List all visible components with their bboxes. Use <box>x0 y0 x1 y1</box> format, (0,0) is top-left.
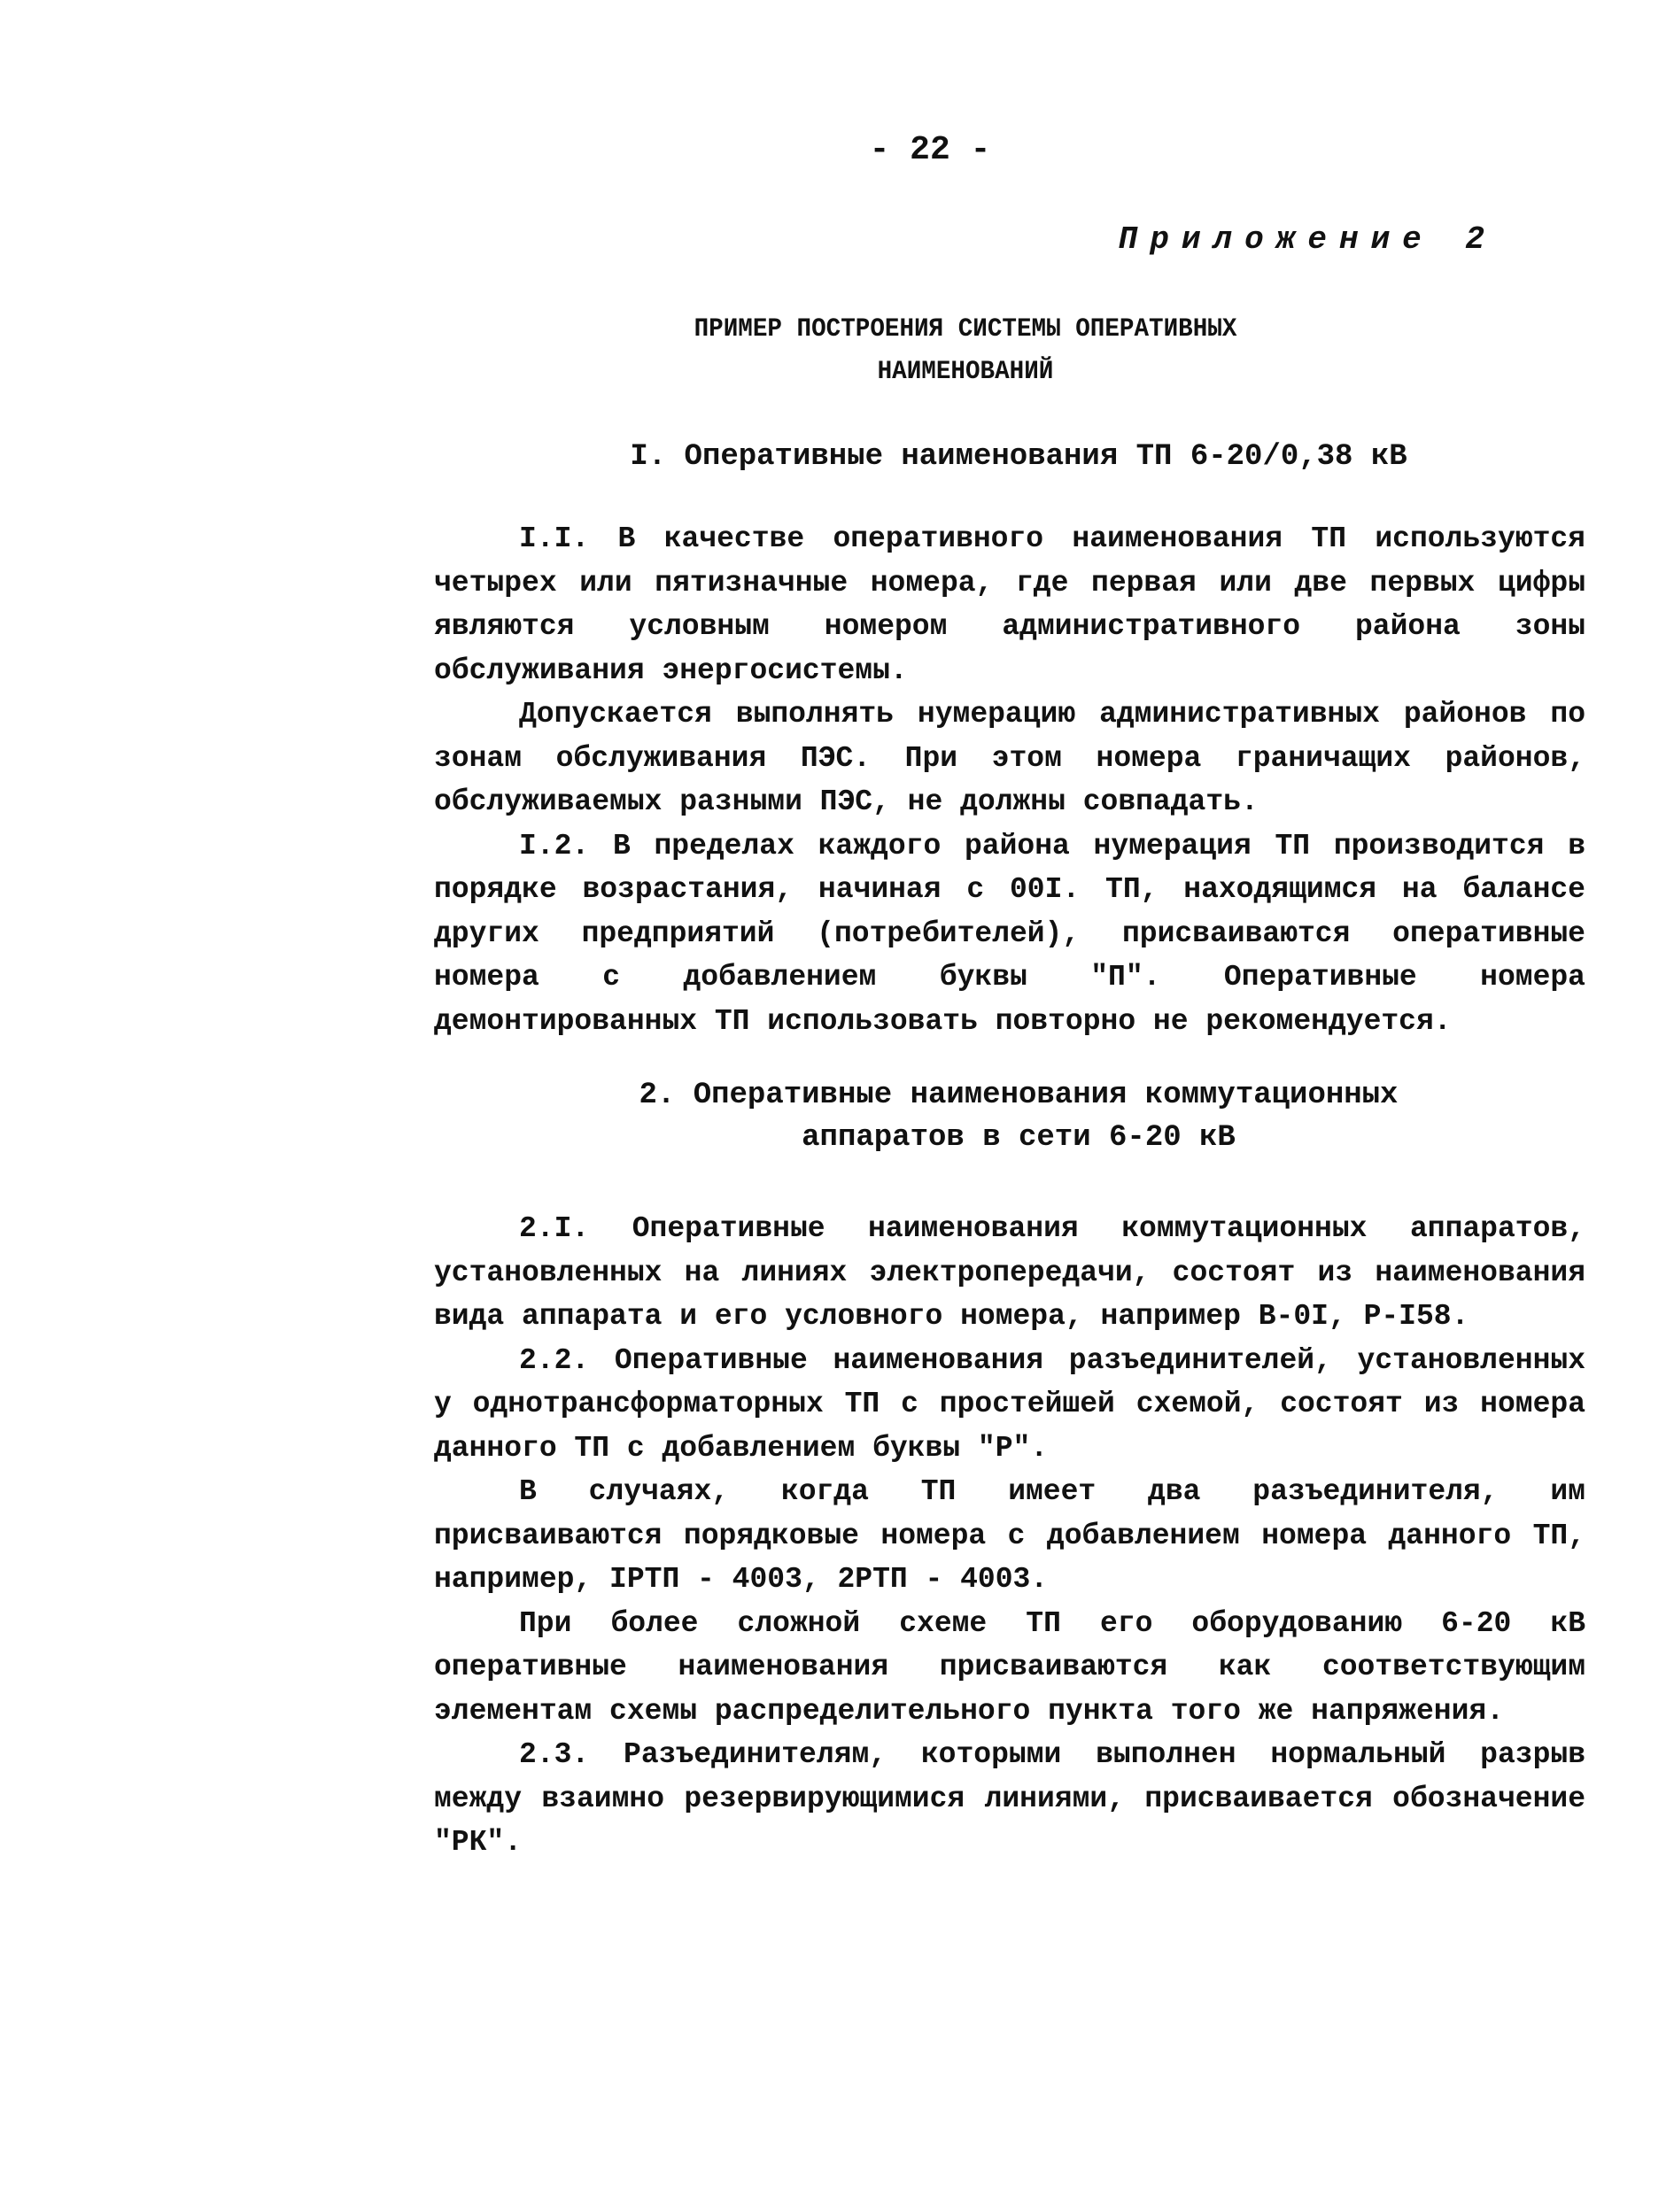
paragraph-2-2: 2.2. Оперативные наименования разъединителей, установленных у однотрансформаторных ТП с простейшей схемой, состоят из номера данного ТП с добавлением буквы "Р". <box>434 1343 1585 1465</box>
section-1-heading: I. Оперативные наименования ТП 6-20/0,38 кВ <box>630 440 1407 474</box>
section-2-heading-line-1: 2. Оперативные наименования коммутационных <box>639 1079 1399 1112</box>
paragraph-1-2: I.2. В пределах каждого района нумерация ТП производится в порядке возрастания, начиная с 00I. ТП, находящимся на балансе других предприятий (потребителей), присваиваются оперативные номера с добавлением буквы "П". Оперативные номера демонтированных ТП использовать повторно не рекомендуется. <box>434 829 1585 1038</box>
section-2-heading-line-2: аппаратов в сети 6-20 кВ <box>802 1121 1236 1155</box>
paragraph-1-1: I.I. В качестве оперативного наименования ТП используются четырех или пятизначные номера, где первая или две первых цифры являются условным номером административного района зоны обслуживания энергосистемы. <box>434 522 1585 687</box>
paragraph-2-3: 2.3. Разъединителям, которыми выполнен нормальный разрыв между взаимно резервирующимися линиями, присваивается обозначение "РК". <box>434 1738 1585 1859</box>
section-2-body <box>434 1207 1585 1865</box>
appendix-label: Приложение 2 <box>1118 221 1497 258</box>
document-title <box>639 308 1291 393</box>
section-1-body <box>434 517 1585 1043</box>
document-title-line-1: ПРИМЕР ПОСТРОЕНИЯ СИСТЕМЫ ОПЕРАТИВНЫХ <box>694 314 1237 344</box>
section-2-heading <box>496 1074 1541 1159</box>
page-number: - 22 - <box>869 131 991 169</box>
document-title-line-2: НАИМЕНОВАНИЙ <box>877 357 1054 387</box>
paragraph-2-2-note: В случаях, когда ТП имеет два разъединителя, им присваиваются порядковые номера с добавлением номера данного ТП, например, IРТП - 4003, 2РТП - 4003. <box>434 1475 1585 1596</box>
paragraph-1-1-note: Допускается выполнять нумерацию административных районов по зонам обслуживания ПЭС. При этом номера граничащих районов, обслуживаемых разными ПЭС, не должны совпадать. <box>434 698 1585 818</box>
paragraph-2-2-complex: При более сложной схеме ТП его оборудованию 6-20 кВ оперативные наименования присваиваются как соответствующим элементам схемы распределительного пункта того же напряжения. <box>434 1606 1585 1728</box>
paragraph-2-1: 2.I. Оперативные наименования коммутационных аппаратов, установленных на линиях электропередачи, состоят из наименования вида аппарата и его условного номера, например В-0I, Р-I58. <box>434 1212 1585 1333</box>
